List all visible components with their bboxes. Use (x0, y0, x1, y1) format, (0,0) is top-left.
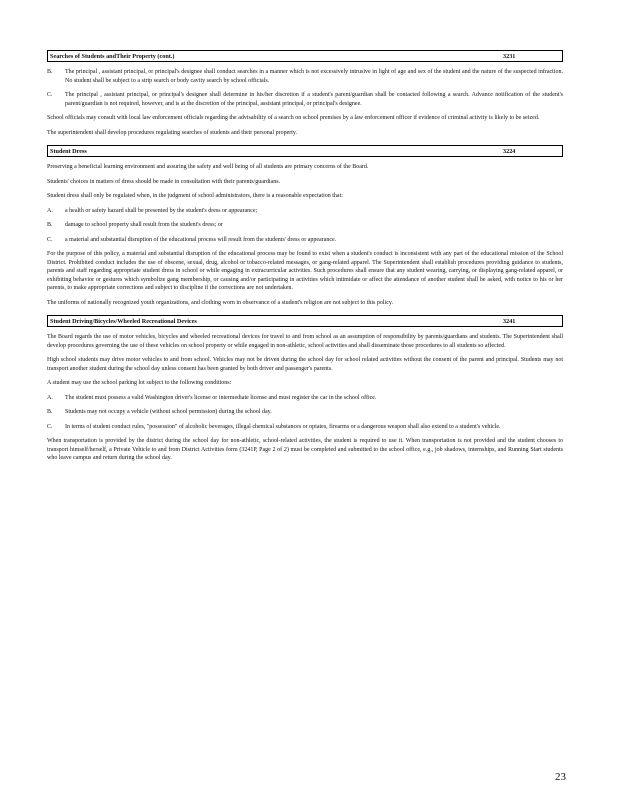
list-item (47, 68, 563, 85)
paragraph: Students' choices in matters of dress should be made in consultation with their parents/guardians. (47, 178, 281, 185)
item-label: B. (47, 69, 53, 75)
item-label: C. (47, 92, 53, 98)
list-item (47, 394, 563, 403)
section-title: Searches of Students andTheir Property (cont.) (50, 53, 175, 60)
paragraph: The uniforms of nationally recognized youth organizations, and clothing worn in observance of a student's religion are not subject to this policy. (47, 299, 393, 306)
item-text: The student must possess a valid Washington driver's license or intermediate license and must register the car in the school office. (65, 394, 377, 401)
item-label: B. (47, 222, 53, 228)
paragraph: Preserving a beneficial learning environment and assuring the safety and well being of all students are primary concerns of the Board. (47, 164, 369, 170)
item-label: C. (47, 236, 53, 243)
paragraph: Student dress shall only be regulated when, in the judgment of school administrators, there is a reasonable expectation that: (47, 193, 343, 199)
list-item (47, 91, 563, 108)
list-item (47, 423, 563, 432)
section-code: 3224 (503, 148, 516, 155)
section-title: Student Dress (50, 148, 87, 155)
section-code: 3241 (503, 318, 516, 325)
section-header-student-dress (47, 145, 563, 157)
item-label: A. (47, 207, 53, 214)
section-header-student-driving (47, 315, 563, 327)
item-label: C. (47, 423, 53, 430)
item-label: A. (47, 394, 53, 401)
policy-content (47, 50, 563, 463)
paragraph: High school students may drive motor vehicles to and from school. Vehicles may not be driven during the school day for school related activities without the consent of the parent and principal. Students may not transport another student during the school day unless consent has been granted by both driver and passenger's parents. (47, 357, 563, 372)
list-item (47, 207, 563, 216)
item-text: The principal , assistant principal, or principal's designee shall determine in his/her discretion if a student's parent/guardian shall be contacted following a search. Advance notification of the student's parent/guardian is not required, however, and is at the discretion of the principal, assistant principal, or principal's designee. (65, 92, 563, 107)
paragraph: For the purpose of this policy, a material and substantial disruption of the educational process may be found to exist when a student's conduct is inconsistent with any part of the educational mission of the School District. Prohibited conduct includes the use of obscene, sexual, drug, alcohol or tobacco-related messages, or gang-related apparel. The Superintendent shall establish procedures providing guidance to students, parents and staff regarding appropriate student dress in school or while engaging in extracurricular activities. Such procedures shall ensure that any student wearing, carrying, or displaying gang-related apparel, or exhibiting behavior or gestures which symbolize gang membership, or causing and/or participating in activities which intimidate or affect the attendance of another student shall be asked, with notice to his or her parents, to make appropriate corrections and subject to discipline if the corrections are not undertaken. (47, 251, 563, 291)
section-header-searches (47, 50, 563, 62)
list-item (47, 408, 563, 417)
item-label: B. (47, 409, 53, 415)
paragraph: A student may use the school parking lot subject to the following conditions: (47, 380, 232, 386)
list-item (47, 221, 563, 230)
item-text: The principal , assistant principal, or principal's designee shall conduct searches in a manner which is not excessively intrusive in light of age and sex of the student and the nature of the suspected infraction. No student shall be subject to a strip search or body cavity search by school officials. (65, 69, 563, 84)
item-text: In terms of student conduct rules, "possession" of alcoholic beverages, illegal chemical substances or opiates, firearms or a dangerous weapon shall also extend to a student's vehicle. (65, 423, 501, 430)
item-text: Students may not occupy a vehicle (without school permission) during the school day. (65, 409, 272, 415)
section-code: 3231 (503, 53, 516, 60)
paragraph: The superintendent shall develop procedures regulating searches of students and their personal property. (47, 129, 298, 136)
item-text: damage to school property shall result from the student's dress; or (65, 222, 223, 228)
paragraph: School officials may consult with local law enforcement officials regarding the advisability of a search on school premises by a law enforcement officer if evidence of criminal activity is likely to be seized. (47, 115, 540, 121)
page-number: 23 (555, 771, 566, 783)
paragraph: When transportation is provided by the district during the school day for non-athletic, school-related activities, the student is required to use it. When transportation is not provided and the student chooses to transport himself/herself, a Private Vehicle to and from District Activities form (3241P, Page 2 of 2) must be completed and submitted to the school office, e.g., job shadows, internships, and Running Start students who leave campus and return during the school day. (47, 438, 563, 461)
item-text: a health or safety hazard shall be presented by the student's dress or appearance; (65, 207, 258, 214)
paragraph: The Board regards the use of motor vehicles, bicycles and wheeled recreational devices for travel to and from school as an assumption of responsibility by parents/guardians and students. The Superintendent shall develop procedures governing the use of these vehicles on school property or while engaged in non-athletic, school activities and shall disseminate those procedures to all students so affected. (47, 334, 563, 349)
list-item (47, 236, 563, 245)
section-title: Student Driving/Bicycles/Wheeled Recreational Devices (50, 318, 197, 325)
item-text: a material and substantial disruption of the educational process will result from the students' dress or appearance. (65, 236, 337, 243)
